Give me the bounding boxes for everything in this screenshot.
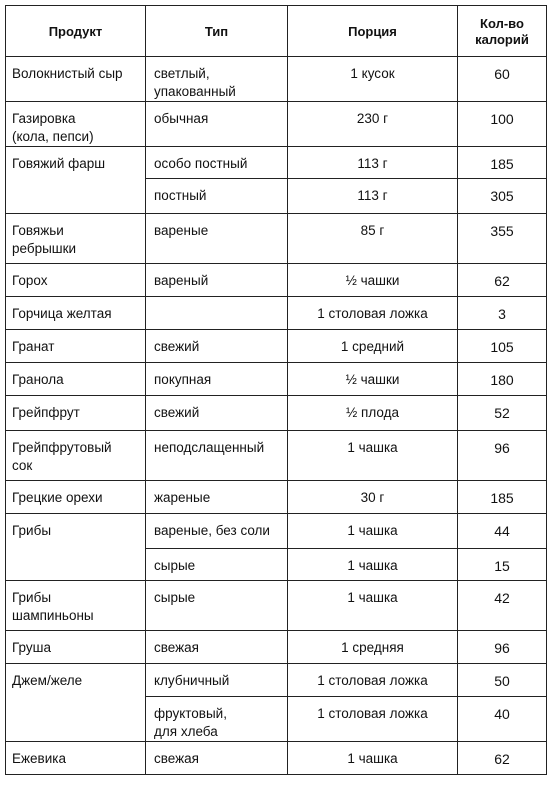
cell-calories: 180: [458, 363, 547, 396]
cell-product: [6, 514, 146, 549]
type-line: для хлеба: [154, 724, 218, 739]
cell-calories: 60: [458, 57, 547, 102]
cell-calories: 100: [458, 102, 547, 147]
table-row: [6, 697, 547, 742]
product-line: Грецкие орехи: [12, 490, 103, 505]
cell-type: [146, 363, 288, 396]
product-line: Горчица желтая: [12, 306, 112, 321]
cell-portion: 1 кусок: [288, 57, 458, 102]
type-line: свежая: [154, 751, 199, 766]
product-line: Говяжий фарш: [12, 156, 106, 171]
cell-portion: ½ плода: [288, 396, 458, 431]
type-line: свежий: [154, 405, 200, 420]
cell-product: [6, 102, 146, 147]
type-line: вареный: [154, 273, 209, 288]
type-line: свежий: [154, 339, 200, 354]
cell-product: [6, 297, 146, 330]
cell-calories: 96: [458, 431, 547, 481]
product-line: Грибы: [12, 590, 52, 605]
table-row: [6, 264, 547, 297]
cell-calories: 185: [458, 481, 547, 514]
cell-portion: 1 столовая ложка: [288, 664, 458, 697]
cell-portion: 1 столовая ложка: [288, 297, 458, 330]
table-row: [6, 549, 547, 581]
cell-type: [146, 147, 288, 179]
cell-portion: 230 г: [288, 102, 458, 147]
product-line: (кола, пепси): [12, 129, 94, 144]
type-line: обычная: [154, 111, 209, 126]
table-row: [6, 481, 547, 514]
table-row: [6, 57, 547, 102]
product-line: Грейпфрут: [12, 405, 80, 420]
header-product: Продукт: [6, 6, 146, 57]
table-row: [6, 179, 547, 214]
product-line: ребрышки: [12, 241, 77, 256]
cell-type: [146, 697, 288, 742]
product-line: Говяжьи: [12, 223, 64, 238]
cell-portion: 1 чашка: [288, 549, 458, 581]
cell-portion: 1 чашка: [288, 581, 458, 631]
cell-product: [6, 330, 146, 363]
type-line: постный: [154, 188, 207, 203]
cell-calories: 3: [458, 297, 547, 330]
product-line: Ежевика: [12, 751, 66, 766]
cell-type: [146, 102, 288, 147]
product-line: Гранат: [12, 339, 55, 354]
cell-product: [6, 549, 146, 581]
cell-type: [146, 481, 288, 514]
cell-product: [6, 481, 146, 514]
type-line: светлый,: [154, 66, 210, 81]
product-line: Груша: [12, 640, 51, 655]
cell-product: [6, 214, 146, 264]
type-line: сырые: [154, 590, 196, 605]
cell-calories: 50: [458, 664, 547, 697]
cell-product: [6, 147, 146, 179]
cell-product: [6, 179, 146, 214]
cell-calories: 62: [458, 264, 547, 297]
cell-calories: 15: [458, 549, 547, 581]
cell-product: [6, 631, 146, 664]
header-row: [6, 6, 547, 57]
cell-calories: 42: [458, 581, 547, 631]
type-line: жареные: [154, 490, 211, 505]
cell-calories: 355: [458, 214, 547, 264]
cell-portion: 1 чашка: [288, 431, 458, 481]
cell-product: [6, 697, 146, 742]
header-portion: Порция: [288, 6, 458, 57]
cell-calories: 44: [458, 514, 547, 549]
cell-product: [6, 396, 146, 431]
cell-portion: 1 средняя: [288, 631, 458, 664]
cell-product: [6, 742, 146, 775]
table-row: [6, 102, 547, 147]
cell-portion: 30 г: [288, 481, 458, 514]
cell-portion: 1 чашка: [288, 742, 458, 775]
cell-portion: 113 г: [288, 179, 458, 214]
cell-portion: ½ чашки: [288, 264, 458, 297]
product-line: Газировка: [12, 111, 76, 126]
cell-type: [146, 179, 288, 214]
cell-portion: 1 средний: [288, 330, 458, 363]
header-type: Тип: [146, 6, 288, 57]
product-line: Гранола: [12, 372, 64, 387]
cell-portion: 1 столовая ложка: [288, 697, 458, 742]
cell-calories: 96: [458, 631, 547, 664]
cell-product: [6, 664, 146, 697]
table-row: [6, 514, 547, 549]
cell-product: [6, 431, 146, 481]
table-row: [6, 581, 547, 631]
cell-type: [146, 57, 288, 102]
cell-calories: 185: [458, 147, 547, 179]
type-line: сырые: [154, 558, 196, 573]
cell-type: [146, 581, 288, 631]
cell-calories: 62: [458, 742, 547, 775]
cell-portion: 85 г: [288, 214, 458, 264]
table-row: [6, 431, 547, 481]
cell-portion: ½ чашки: [288, 363, 458, 396]
product-line: сок: [12, 458, 33, 473]
table-row: [6, 742, 547, 775]
header-calories: [458, 6, 547, 57]
table-row: [6, 214, 547, 264]
header-calories-line1: Кол-во: [480, 16, 524, 31]
product-line: Джем/желе: [12, 673, 83, 688]
cell-type: [146, 514, 288, 549]
type-line: вареные, без соли: [154, 523, 270, 538]
type-line: особо постный: [154, 156, 248, 171]
type-line: покупная: [154, 372, 212, 387]
cell-type: [146, 549, 288, 581]
cell-type: [146, 742, 288, 775]
calorie-table: [5, 5, 547, 775]
type-line: неподслащенный: [154, 440, 265, 455]
cell-calories: 40: [458, 697, 547, 742]
type-line: вареные: [154, 223, 209, 238]
table-row: [6, 297, 547, 330]
type-line: фруктовый,: [154, 706, 227, 721]
cell-product: [6, 264, 146, 297]
product-line: Волокнистый сыр: [12, 66, 123, 81]
cell-type: [146, 631, 288, 664]
table-row: [6, 631, 547, 664]
cell-type: [146, 431, 288, 481]
product-line: шампиньоны: [12, 608, 94, 623]
cell-type: [146, 214, 288, 264]
table-row: [6, 330, 547, 363]
product-line: Горох: [12, 273, 48, 288]
type-line: клубничный: [154, 673, 230, 688]
cell-product: [6, 363, 146, 396]
cell-product: [6, 581, 146, 631]
cell-type: [146, 264, 288, 297]
cell-portion: 1 чашка: [288, 514, 458, 549]
cell-calories: 105: [458, 330, 547, 363]
product-line: Грибы: [12, 523, 52, 538]
table-row: [6, 363, 547, 396]
type-line: упакованный: [154, 84, 236, 99]
type-line: свежая: [154, 640, 199, 655]
cell-type: [146, 396, 288, 431]
cell-type: [146, 664, 288, 697]
cell-type: [146, 330, 288, 363]
table-row: [6, 396, 547, 431]
header-calories-line2: калорий: [475, 32, 529, 47]
table-row: [6, 664, 547, 697]
cell-type: [146, 297, 288, 330]
product-line: Грейпфрутовый: [12, 440, 112, 455]
cell-product: [6, 57, 146, 102]
cell-calories: 52: [458, 396, 547, 431]
cell-calories: 305: [458, 179, 547, 214]
cell-portion: 113 г: [288, 147, 458, 179]
table-row: [6, 147, 547, 179]
